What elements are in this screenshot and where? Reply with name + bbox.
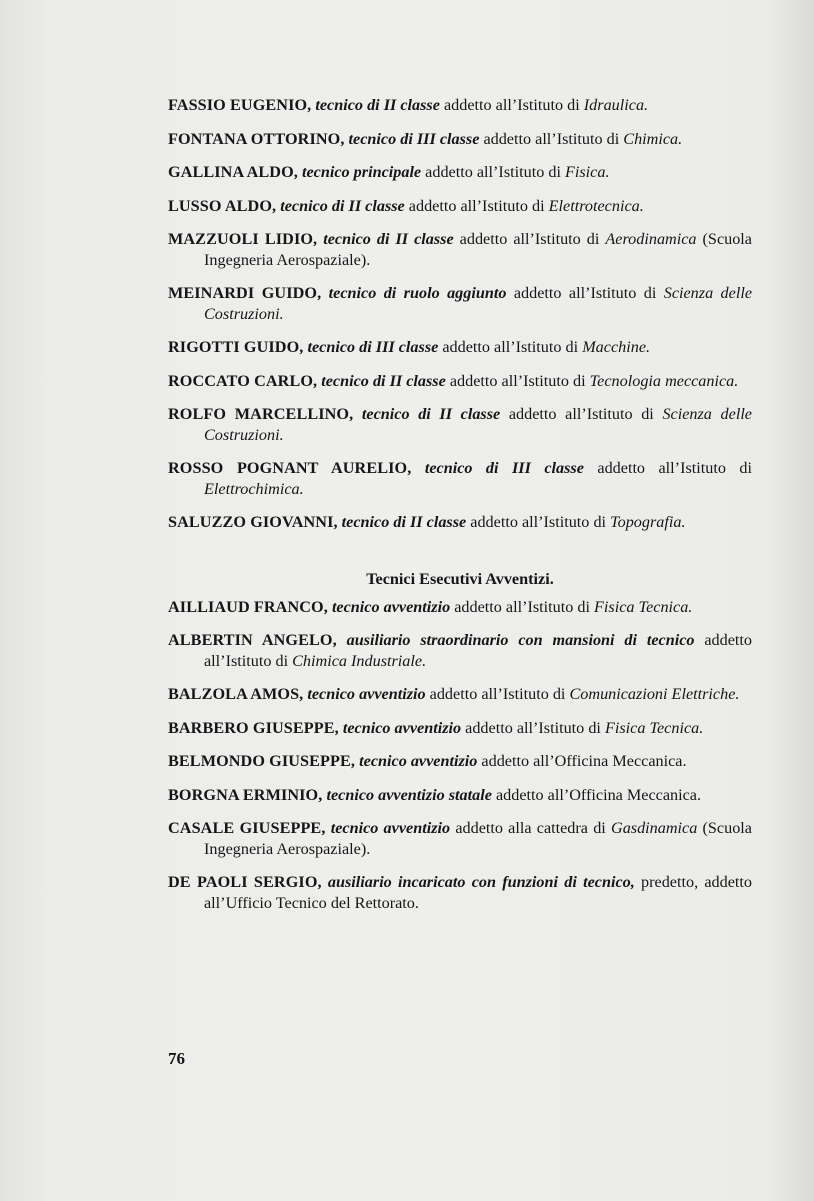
entry-assignment: addetto all’Istituto di xyxy=(439,96,584,114)
entry-assignment: addetto all’Istituto di xyxy=(204,631,752,670)
entry-assignment: addetto all’Istituto di xyxy=(461,718,605,737)
entry-assignment: addetto all’Istituto di xyxy=(506,284,664,302)
entry-role: tecnico di ruolo aggiunto xyxy=(328,284,507,302)
entry-department: Elettrochimica. xyxy=(204,479,304,498)
entry-assignment: addetto alla cattedra di xyxy=(450,819,611,837)
entry-assignment: predetto, addetto all’Ufficio Tecnico del Rettorato. xyxy=(204,873,753,912)
entry-department: Chimica Industriale. xyxy=(292,651,427,670)
entry-department: Chimica. xyxy=(623,129,683,148)
entry-role: tecnico di II classe xyxy=(323,230,454,248)
entry-role: tecnico di II classe xyxy=(321,371,446,390)
personnel-entry xyxy=(168,630,752,671)
entry-assignment: addetto all’Istituto di xyxy=(479,129,624,148)
entry-department: Scienza delle Costruzioni. xyxy=(204,284,753,323)
entry-name: FONTANA OTTORINO, xyxy=(168,129,345,148)
entry-department: Fisica Tecnica. xyxy=(604,718,704,737)
entry-name: CASALE GIUSEPPE, xyxy=(168,819,326,837)
entry-department: Fisica Tecnica. xyxy=(594,597,693,616)
personnel-entry xyxy=(168,872,752,913)
entry-name: MEINARDI GUIDO, xyxy=(168,284,322,302)
entry-role: tecnico di II classe xyxy=(361,405,501,423)
entry-role: tecnico di II classe xyxy=(315,96,440,114)
entry-name: BELMONDO GIUSEPPE, xyxy=(168,752,356,770)
personnel-entry xyxy=(168,512,752,533)
entry-name: ROCCATO CARLO, xyxy=(168,371,318,390)
entry-name: ROSSO POGNANT AURELIO, xyxy=(168,459,412,477)
entry-assignment: addetto all’Istituto di xyxy=(453,230,606,248)
page-number: 76 xyxy=(168,1049,185,1068)
entry-department: Idraulica. xyxy=(583,96,649,114)
personnel-entry xyxy=(168,597,752,618)
entry-assignment: addetto all’Istituto di xyxy=(404,196,549,215)
entry-assignment: addetto all’Istituto di xyxy=(466,513,611,531)
entry-role: tecnico di II classe xyxy=(280,196,405,215)
entry-assignment: addetto all’Istituto di xyxy=(500,405,663,423)
entry-role: tecnico avventizio xyxy=(331,597,451,616)
entry-department: Fisica. xyxy=(565,163,610,181)
entry-name: DE PAOLI SERGIO, xyxy=(168,873,322,891)
section-title: Tecnici Esecutivi Avventizi. xyxy=(366,569,554,588)
entry-role: tecnico avventizio xyxy=(342,718,462,737)
personnel-entry xyxy=(168,785,752,806)
entry-name: BALZOLA AMOS, xyxy=(168,685,304,703)
entry-name: ALBERTIN ANGELO, xyxy=(168,631,337,649)
entry-assignment: addetto all’Istituto di xyxy=(445,371,590,390)
technicians-list xyxy=(168,95,752,533)
entry-assignment: addetto all’Istituto di xyxy=(421,163,565,181)
entry-name: ROLFO MARCELLINO, xyxy=(168,405,354,423)
personnel-entry xyxy=(168,337,752,358)
entry-assignment: addetto all’Istituto di xyxy=(583,459,752,477)
entry-name: RIGOTTI GUIDO, xyxy=(168,338,304,356)
entry-department: Tecnologia meccanica. xyxy=(589,371,739,390)
personnel-entry xyxy=(168,95,752,116)
entry-assignment: addetto all’Istituto di xyxy=(450,597,595,616)
entry-name: BARBERO GIUSEPPE, xyxy=(168,718,339,737)
entry-name: AILLIAUD FRANCO, xyxy=(168,597,328,616)
personnel-entry xyxy=(168,129,752,150)
entry-role: tecnico avventizio xyxy=(330,819,451,837)
personnel-entry xyxy=(168,371,752,392)
entry-role: tecnico avventizio xyxy=(307,685,426,703)
entry-department: Macchine. xyxy=(582,338,651,356)
entry-department: Scienza delle Costruzioni. xyxy=(204,405,752,444)
personnel-entry xyxy=(168,283,752,324)
entry-assignment: addetto all’Officina Meccanica. xyxy=(477,752,687,770)
personnel-entry xyxy=(168,404,752,445)
entry-role: ausiliario incaricato con funzioni di tecnico, xyxy=(327,873,635,891)
entry-name: SALUZZO GIOVANNI, xyxy=(168,513,338,531)
entry-name: MAZZUOLI LIDIO, xyxy=(168,230,318,248)
page-content xyxy=(168,95,752,926)
entry-note: (Scuola Ingegneria Aerospaziale). xyxy=(204,230,752,269)
entry-department: Comunicazioni Elettriche. xyxy=(569,685,740,703)
entry-name: LUSSO ALDO, xyxy=(168,196,277,215)
entry-department: Gasdinamica xyxy=(611,819,698,837)
entry-role: tecnico avventizio xyxy=(359,752,478,770)
entry-role: tecnico di III classe xyxy=(348,129,480,148)
personnel-entry xyxy=(168,458,752,499)
personnel-entry xyxy=(168,684,752,705)
personnel-entry xyxy=(168,818,752,859)
entry-note: (Scuola Ingegneria Aerospaziale). xyxy=(204,819,752,858)
temporary-technicians-list xyxy=(168,597,752,914)
entry-role: ausiliario straordinario con mansioni di tecnico xyxy=(346,631,695,649)
entry-assignment: addetto all’Officina Meccanica. xyxy=(491,785,702,804)
entry-department: Elettrotecnica. xyxy=(548,196,644,215)
entry-role: tecnico avventizio statale xyxy=(326,785,492,804)
personnel-entry xyxy=(168,162,752,183)
entry-name: BORGNA ERMINIO, xyxy=(168,785,323,804)
entry-name: GALLINA ALDO, xyxy=(168,163,298,181)
entry-assignment: addetto all’Istituto di xyxy=(425,685,570,703)
entry-role: tecnico di II classe xyxy=(341,513,467,531)
personnel-entry xyxy=(168,196,752,217)
entry-department: Aerodinamica xyxy=(605,230,697,248)
entry-role: tecnico di III classe xyxy=(307,338,439,356)
entry-name: FASSIO EUGENIO, xyxy=(168,96,312,114)
entry-role: tecnico di III classe xyxy=(424,459,584,477)
entry-assignment: addetto all’Istituto di xyxy=(438,338,583,356)
personnel-entry xyxy=(168,718,752,739)
personnel-entry xyxy=(168,751,752,772)
entry-department: Topografia. xyxy=(610,513,686,531)
entry-role: tecnico principale xyxy=(301,163,422,181)
personnel-entry xyxy=(168,229,752,270)
